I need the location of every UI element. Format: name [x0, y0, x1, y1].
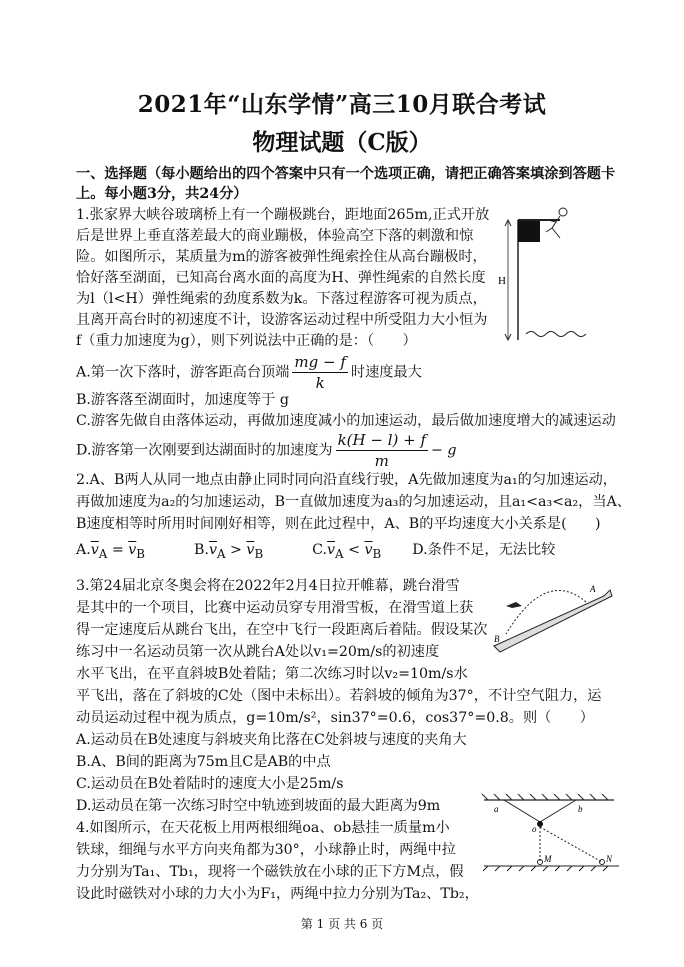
bungee-figure	[490, 200, 600, 350]
section-heading: 一、选择题（每小题给出的四个答案中只有一个选项正确，请把正确答案填涂到答题卡	[76, 166, 616, 182]
slope	[494, 590, 612, 652]
q1-text-line: 1.张家界大峡谷玻璃桥上有一个蹦极跳台，距地面265m,正式开放	[76, 207, 490, 223]
q2-option-d: D.条件不足，无法比较	[412, 542, 556, 558]
q2-option-a-op: =	[111, 542, 124, 558]
sub-b: B	[254, 546, 264, 561]
q1-option-a-text: A.第一次下落时，游客距高台顶端	[76, 364, 290, 381]
q4-text-line: 设此时磁铁对小球的力大小为F₁，两绳中拉力分别为Ta₂、Tb₂，	[76, 886, 479, 902]
q3-text-line: 是其中的一个项目，比赛中运动员穿专用滑雪板，在滑雪道上获	[76, 600, 474, 616]
sub-b: B	[372, 546, 382, 561]
sub-b: B	[136, 546, 145, 561]
vbar-b: $\overline{v}$	[246, 542, 255, 558]
water-waves	[526, 332, 586, 337]
q2-option-c-op: <	[348, 542, 360, 558]
q1-text-line: 险。如图所示，某质量为m的游客被弹性绳索拴住从高台蹦极时，	[76, 249, 487, 265]
q2-option-a-label: A.	[76, 542, 91, 558]
label-a: a	[494, 804, 499, 814]
vbar-b: $\overline{v}$	[364, 542, 373, 558]
q1-option-d-tail: − g	[431, 442, 457, 459]
q3-option-d: D.运动员在第一次练习时空中轨迹到坡面的最大距离为9m	[76, 798, 441, 814]
ball	[537, 821, 543, 827]
label-b: b	[578, 804, 583, 814]
q3-text-line: 练习中一名运动员第一次从跳台A处以v₁=20m/s的初速度	[76, 644, 440, 660]
fraction-denominator: m	[374, 452, 389, 470]
q2-options-row	[76, 540, 555, 564]
q1-option-c: C.游客先做自由落体运动，再做加速度减小的加速运动，最后做加速度增大的减速运动	[76, 413, 616, 429]
page-footer: 第 1 页 共 6 页	[300, 917, 384, 931]
sub-a: A	[216, 546, 226, 561]
fraction-numerator: k(H − l) + f	[337, 431, 427, 449]
q2-text-line: B速度相等时所用时间刚好相等，则在此过程中，A、B的平均速度大小关系是( )	[76, 516, 601, 532]
q2-option-c-label: C.	[312, 542, 328, 558]
skier-icon	[506, 602, 522, 608]
q1-text-line: 后是世界上垂直落差最大的商业蹦极，体验高空下落的刺激和惊	[76, 228, 474, 244]
q1-text-line: 且离开高台时的初速度不计，设游客运动过程中所受阻力大小恒为	[76, 312, 488, 328]
vbar-a: $\overline{v}$	[208, 542, 217, 558]
q4-text-line: 力分别为Ta₁、Tb₁，现将一个磁铁放在小球的正下方M点，假	[76, 864, 464, 880]
q1-option-d-text: D.游客第一次刚要到达湖面时的加速度为	[76, 442, 333, 459]
jumper-head	[559, 208, 567, 216]
q1-text-line: f（重力加速度为g），则下列说法中正确的是：（ ）	[76, 333, 417, 349]
q3-text-line: 平飞出，落在了斜坡的C处（图中未标出）。若斜坡的倾角为37°，不计空气阻力，运	[76, 688, 602, 704]
q2-option-b-label: B.	[194, 542, 209, 558]
point-b-label: B	[494, 634, 500, 644]
fraction-denominator: k	[315, 374, 325, 392]
q3-text-line: 动员运动过程中视为质点，g=10m/s²，sin37°=0.6，cos37°=0.8。则（ ）	[76, 710, 594, 726]
q1-option-a	[76, 352, 422, 393]
ski-jump-figure	[486, 576, 616, 656]
height-label: H	[498, 275, 506, 287]
q1-option-b: B.游客落至湖面时，加速度等于 g	[76, 392, 289, 408]
sub-a: A	[335, 546, 344, 561]
fraction-numerator: mg − f	[294, 353, 346, 371]
q3-text-line: 水平飞出，在平直斜坡B处着陆；第二次练习时以v₂=10m/s水	[76, 666, 468, 682]
point-a-label: A	[590, 584, 596, 594]
platform-block	[518, 220, 540, 242]
q3-option-b: B.A、B间的距离为75m且C是AB的中点	[76, 754, 331, 770]
ceiling-hatch	[482, 794, 608, 800]
string-ob	[540, 800, 576, 822]
section-heading-cont: 上。每小题3分，共24分）	[76, 186, 248, 202]
label-o: o	[532, 824, 537, 834]
q1-option-d-fraction	[336, 430, 428, 471]
q4-text-line: 铁球，细绳与水平方向夹角都为30°，小球静止时，两绳中拉	[76, 842, 456, 858]
q1-text-line: 为l（l<H）弹性绳索的劲度系数为k。下落过程游客可视为质点，	[76, 291, 487, 307]
vbar-b: $\overline{v}$	[128, 542, 137, 558]
q2-option-b-op: >	[230, 542, 242, 558]
q1-text-line: 恰好落至湖面，已知高台离水面的高度为H、弹性绳索的自然长度	[76, 270, 486, 286]
q4-text-line: 4.如图所示，在天花板上用两根细绳oa、ob悬挂一质量m小	[76, 820, 450, 836]
suspended-ball-figure	[474, 790, 624, 880]
exam-subtitle: 物理试题（C版）	[252, 129, 432, 156]
exam-title: 2021年“山东学情”高三10月联合考试	[137, 91, 547, 118]
string-oa	[504, 800, 540, 822]
q1-option-a-fraction	[292, 352, 347, 393]
q3-option-c: C.运动员在B处着陆时的速度大小是25m/s	[76, 776, 344, 792]
q2-text-line: 2.A、B两人从同一地点由静止同时同向沿直线行驶，A先做加速度为a₁的匀加速运动，	[76, 472, 617, 488]
floor-hatch	[483, 866, 608, 871]
q3-option-a: A.运动员在B处速度与斜坡夹角比落在C处斜坡与速度的夹角大	[76, 732, 467, 748]
q3-text-line: 3.第24届北京冬奥会将在2022年2月4日拉开帷幕，跳台滑雪	[76, 578, 460, 594]
vbar-a: $\overline{v}$	[90, 542, 99, 558]
q3-text-line: 得一定速度后从跳台飞出，在空中飞行一段距离后着陆。假设某次	[76, 622, 488, 638]
q2-text-line: 再做加速度为a₂的匀加速运动，B一直做加速度为a₃的匀加速运动，且a₁<a₃<a₂，当A、	[76, 494, 631, 510]
label-n: N	[606, 854, 613, 864]
vbar-a: $\overline{v}$	[327, 542, 336, 558]
sub-a: A	[98, 546, 108, 561]
label-m: M	[544, 854, 552, 864]
q1-option-d	[76, 430, 457, 471]
q1-option-a-tail: 时速度最大	[350, 364, 422, 381]
